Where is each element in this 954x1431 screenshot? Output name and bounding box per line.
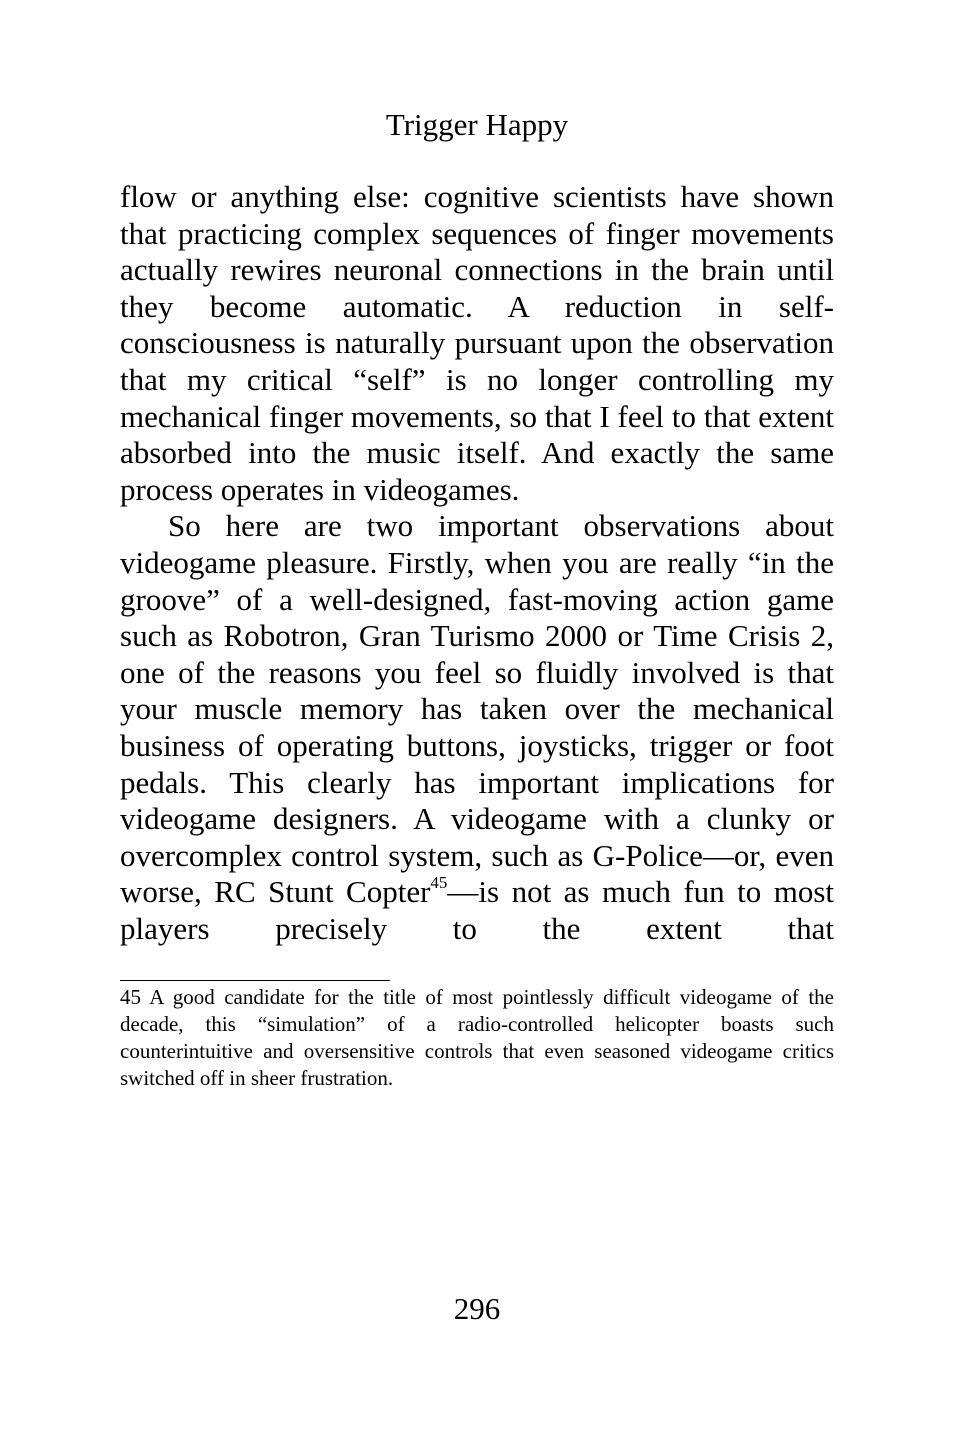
page-number: 296 <box>453 1291 501 1326</box>
running-header: Trigger Happy <box>385 107 569 142</box>
footnote: 45 A good candidate for the title of most pointlessly difficult videogame of the decade, this “simulation” of a radio-controlled helicopter boasts such counterintuitive and oversensitive controls that even seasoned videogame critics switched off in sheer frustration. <box>120 985 834 1090</box>
main-text <box>120 179 834 947</box>
paragraph-2-text-after-ref: —is not as much fun to most players precisely to the extent that <box>120 874 834 946</box>
paragraph-2-text-before-ref: So here are two important observations about videogame pleasure. Firstly, when you are really “in the groove” of a well-designed, fast-moving action game such as Robotron, Gran Turismo 2000 or Time Crisis 2, one of the reasons you feel so fluidly involved is that your muscle memory has taken over the mechanical business of operating buttons, joysticks, trigger or foot pedals. This clearly has important implications for videogame designers. A videogame with a clunky or overcomplex control system, such as G-Police—or, even worse, RC Stunt Copter <box>120 508 834 910</box>
footnote-separator <box>120 980 390 981</box>
footnote-reference: 45 <box>430 873 448 893</box>
paragraph-2 <box>120 508 834 947</box>
paragraph-1: flow or anything else: cognitive scientists have shown that practicing complex sequences of finger movements actually rewires neuronal connections in the brain until they become automatic. A reduction in self-consciousness is naturally pursuant upon the observation that my critical “self” is no longer controlling my mechanical finger movements, so that I feel to that extent absorbed into the music itself. And exactly the same process operates in videogames. <box>120 179 834 507</box>
